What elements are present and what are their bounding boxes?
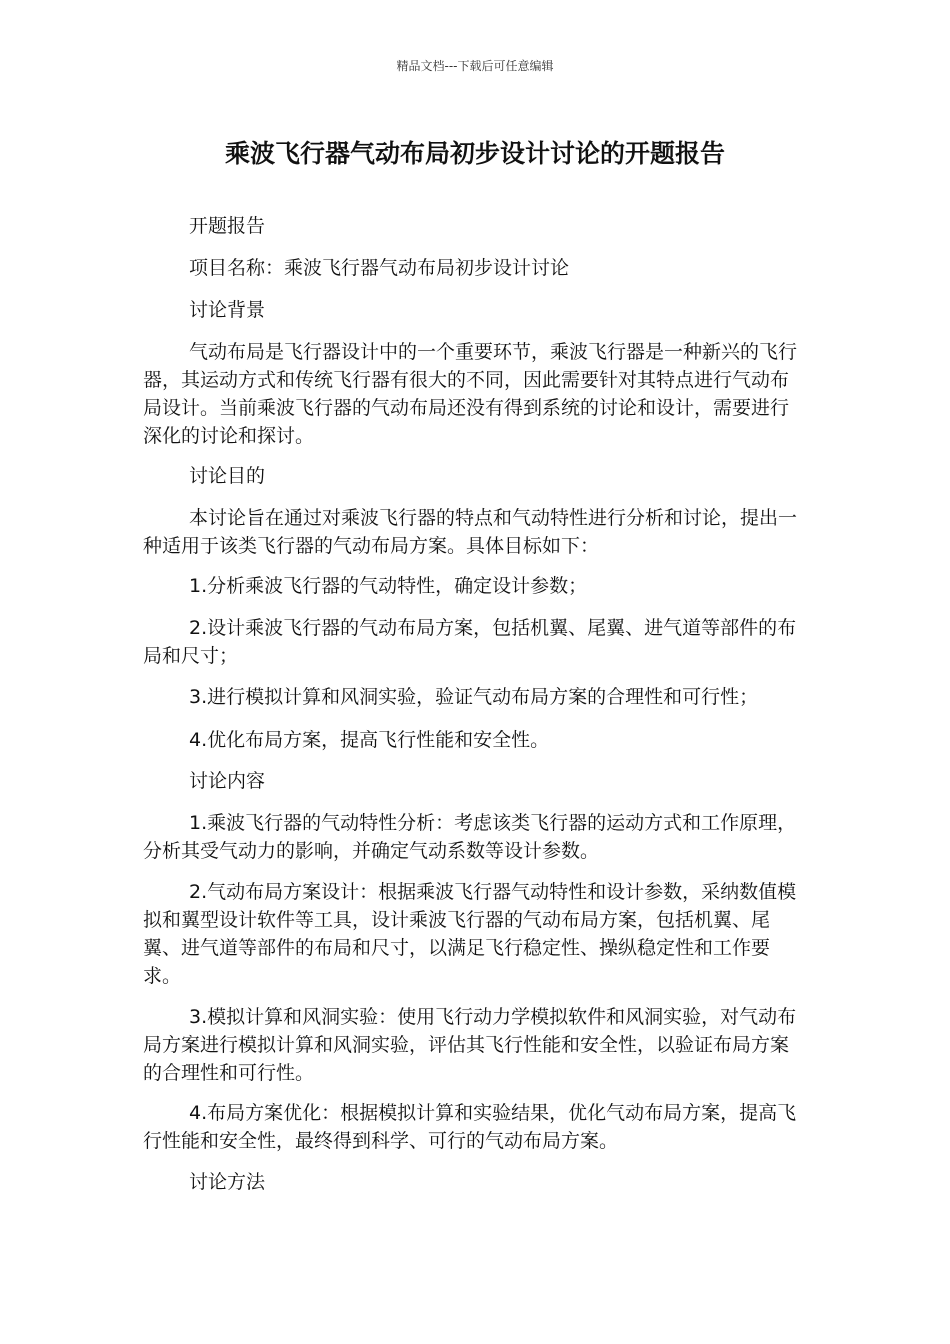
paragraph-purpose: 本讨论旨在通过对乘波飞行器的特点和气动特性进行分析和讨论，提出一种适用于该类飞行器的气动布局方案。具体目标如下： bbox=[143, 507, 798, 557]
paragraph-report-label: 开题报告 bbox=[189, 215, 266, 237]
list-item-content-2: 2.气动布局方案设计：根据乘波飞行器气动特性和设计参数，采纳数值模拟和翼型设计软件等工具，设计乘波飞行器的气动布局方案，包括机翼、尾翼、进气道等部件的布局和尺寸，以满足飞行稳定性、操纵稳定性和工作要求。 bbox=[143, 881, 797, 987]
list-item-content-3: 3.模拟计算和风洞实验：使用飞行动力学模拟软件和风洞实验，对气动布局方案进行模拟计算和风洞实验，评估其飞行性能和安全性，以验证布局方案的合理性和可行性。 bbox=[143, 1006, 797, 1084]
heading-purpose: 讨论目的 bbox=[189, 465, 266, 487]
heading-content: 讨论内容 bbox=[189, 770, 266, 792]
paragraph-background: 气动布局是飞行器设计中的一个重要环节，乘波飞行器是一种新兴的飞行器，其运动方式和传统飞行器有很大的不同，因此需要针对其特点进行气动布局设计。当前乘波飞行器的气动布局还没有得到系统的讨论和设计，需要进行深化的讨论和探讨。 bbox=[143, 341, 798, 447]
page-header: 精品文档---下载后可任意编辑 bbox=[396, 59, 554, 73]
list-item-goal-4: 4.优化布局方案，提高飞行性能和安全性。 bbox=[189, 729, 550, 751]
paragraph-project-name: 项目名称：乘波飞行器气动布局初步设计讨论 bbox=[189, 257, 570, 279]
list-item-goal-3: 3.进行模拟计算和风洞实验，验证气动布局方案的合理性和可行性； bbox=[189, 686, 759, 708]
document-title: 乘波飞行器气动布局初步设计讨论的开题报告 bbox=[224, 139, 725, 168]
list-item-content-1: 1.乘波飞行器的气动特性分析：考虑该类飞行器的运动方式和工作原理，分析其受气动力的影响，并确定气动系数等设计参数。 bbox=[143, 812, 797, 862]
list-item-goal-2: 2.设计乘波飞行器的气动布局方案，包括机翼、尾翼、进气道等部件的布局和尺寸； bbox=[143, 617, 797, 667]
heading-method: 讨论方法 bbox=[189, 1171, 266, 1193]
list-item-goal-1: 1.分析乘波飞行器的气动特性，确定设计参数； bbox=[189, 575, 588, 597]
heading-background: 讨论背景 bbox=[189, 299, 266, 321]
list-item-content-4: 4.布局方案优化：根据模拟计算和实验结果，优化气动布局方案，提高飞行性能和安全性，最终得到科学、可行的气动布局方案。 bbox=[143, 1102, 797, 1152]
